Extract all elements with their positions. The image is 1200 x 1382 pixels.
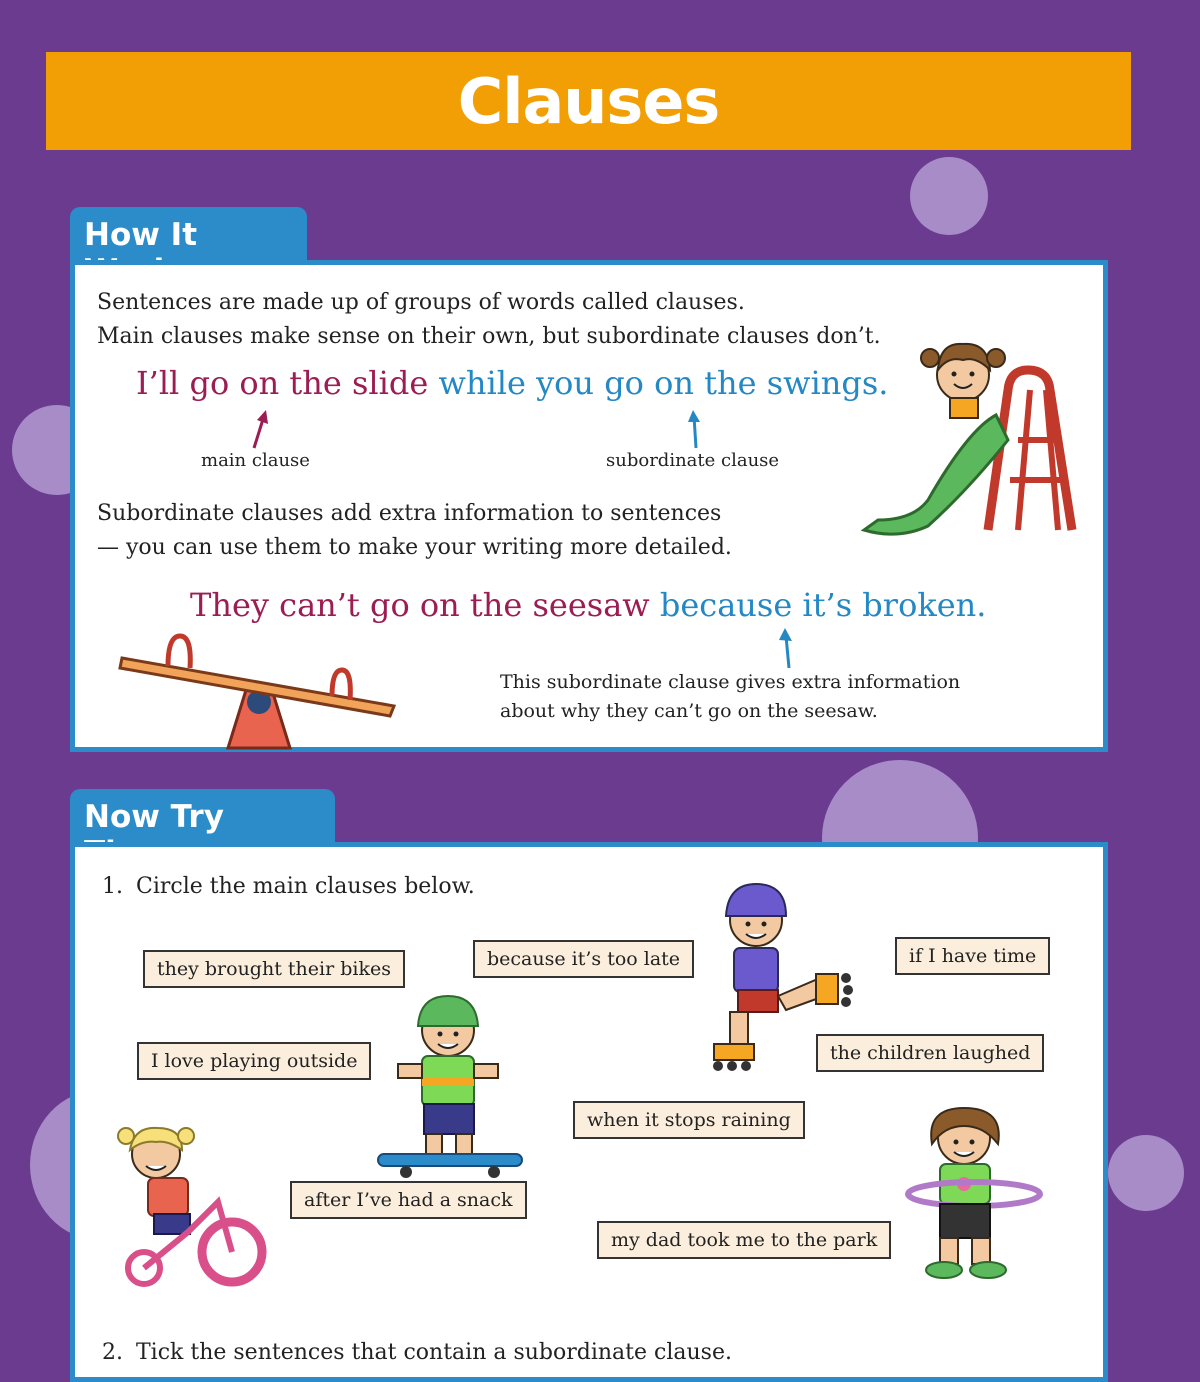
slide-illustration	[858, 330, 1094, 546]
question-1-text: Circle the main clauses below.	[136, 874, 475, 899]
para2-line-1: Subordinate clauses add extra information to sentences	[97, 501, 722, 526]
clause-box[interactable]: after I’ve had a snack	[290, 1181, 527, 1219]
question-2	[102, 1340, 732, 1365]
example1-main-clause: I’ll go on the slide	[136, 364, 429, 402]
clause-box[interactable]: the children laughed	[816, 1034, 1044, 1072]
question-2-text: Tick the sentences that contain a subordinate clause.	[136, 1340, 732, 1365]
decor-bubble	[1108, 1135, 1184, 1211]
page-title: Clauses	[457, 64, 720, 138]
skateboarder-illustration	[376, 994, 526, 1180]
intro-line-2: Main clauses make sense on their own, but subordinate clauses don’t.	[97, 324, 881, 349]
label-main-clause: main clause	[201, 450, 310, 471]
para2-line-2: — you can use them to make your writing more detailed.	[97, 535, 732, 560]
arrow-up-icon	[684, 410, 708, 452]
title-banner	[46, 52, 1131, 150]
label-subordinate-clause: subordinate clause	[606, 450, 780, 471]
how-it-works-tab: How It	[70, 207, 307, 263]
decor-bubble	[910, 157, 988, 235]
clause-box[interactable]: I love playing outside	[137, 1042, 371, 1080]
now-try-these-tab: Now Try	[70, 789, 335, 845]
clause-box[interactable]: my dad took me to the park	[597, 1221, 891, 1259]
note-line-2: about why they can’t go on the seesaw.	[500, 700, 878, 722]
arrow-up-icon	[248, 410, 272, 452]
seesaw-illustration	[118, 630, 400, 748]
arrow-up-icon	[776, 628, 800, 670]
example2-main-clause: They can’t go on the seesaw	[190, 586, 650, 624]
hula-hoop-illustration	[904, 1104, 1050, 1280]
clause-box[interactable]: when it stops raining	[573, 1101, 805, 1139]
example1-subordinate-clause: while you go on the swings.	[438, 364, 889, 402]
intro-line-1: Sentences are made up of groups of words called clauses.	[97, 290, 745, 315]
tricycle-illustration	[118, 1122, 270, 1288]
clause-box[interactable]: because it’s too late	[473, 940, 694, 978]
rollerskater-illustration	[700, 878, 856, 1074]
clause-box[interactable]: if I have time	[895, 937, 1050, 975]
example-sentence-2	[190, 586, 986, 624]
example2-subordinate-clause: because it’s broken.	[659, 586, 987, 624]
question-1	[102, 874, 475, 899]
question-2-number: 2.	[102, 1340, 123, 1365]
note-line-1: This subordinate clause gives extra information	[500, 671, 961, 693]
clause-box[interactable]: they brought their bikes	[143, 950, 405, 988]
question-1-number: 1.	[102, 874, 123, 899]
example-sentence-1	[136, 364, 888, 402]
seesaw-note	[500, 668, 960, 726]
